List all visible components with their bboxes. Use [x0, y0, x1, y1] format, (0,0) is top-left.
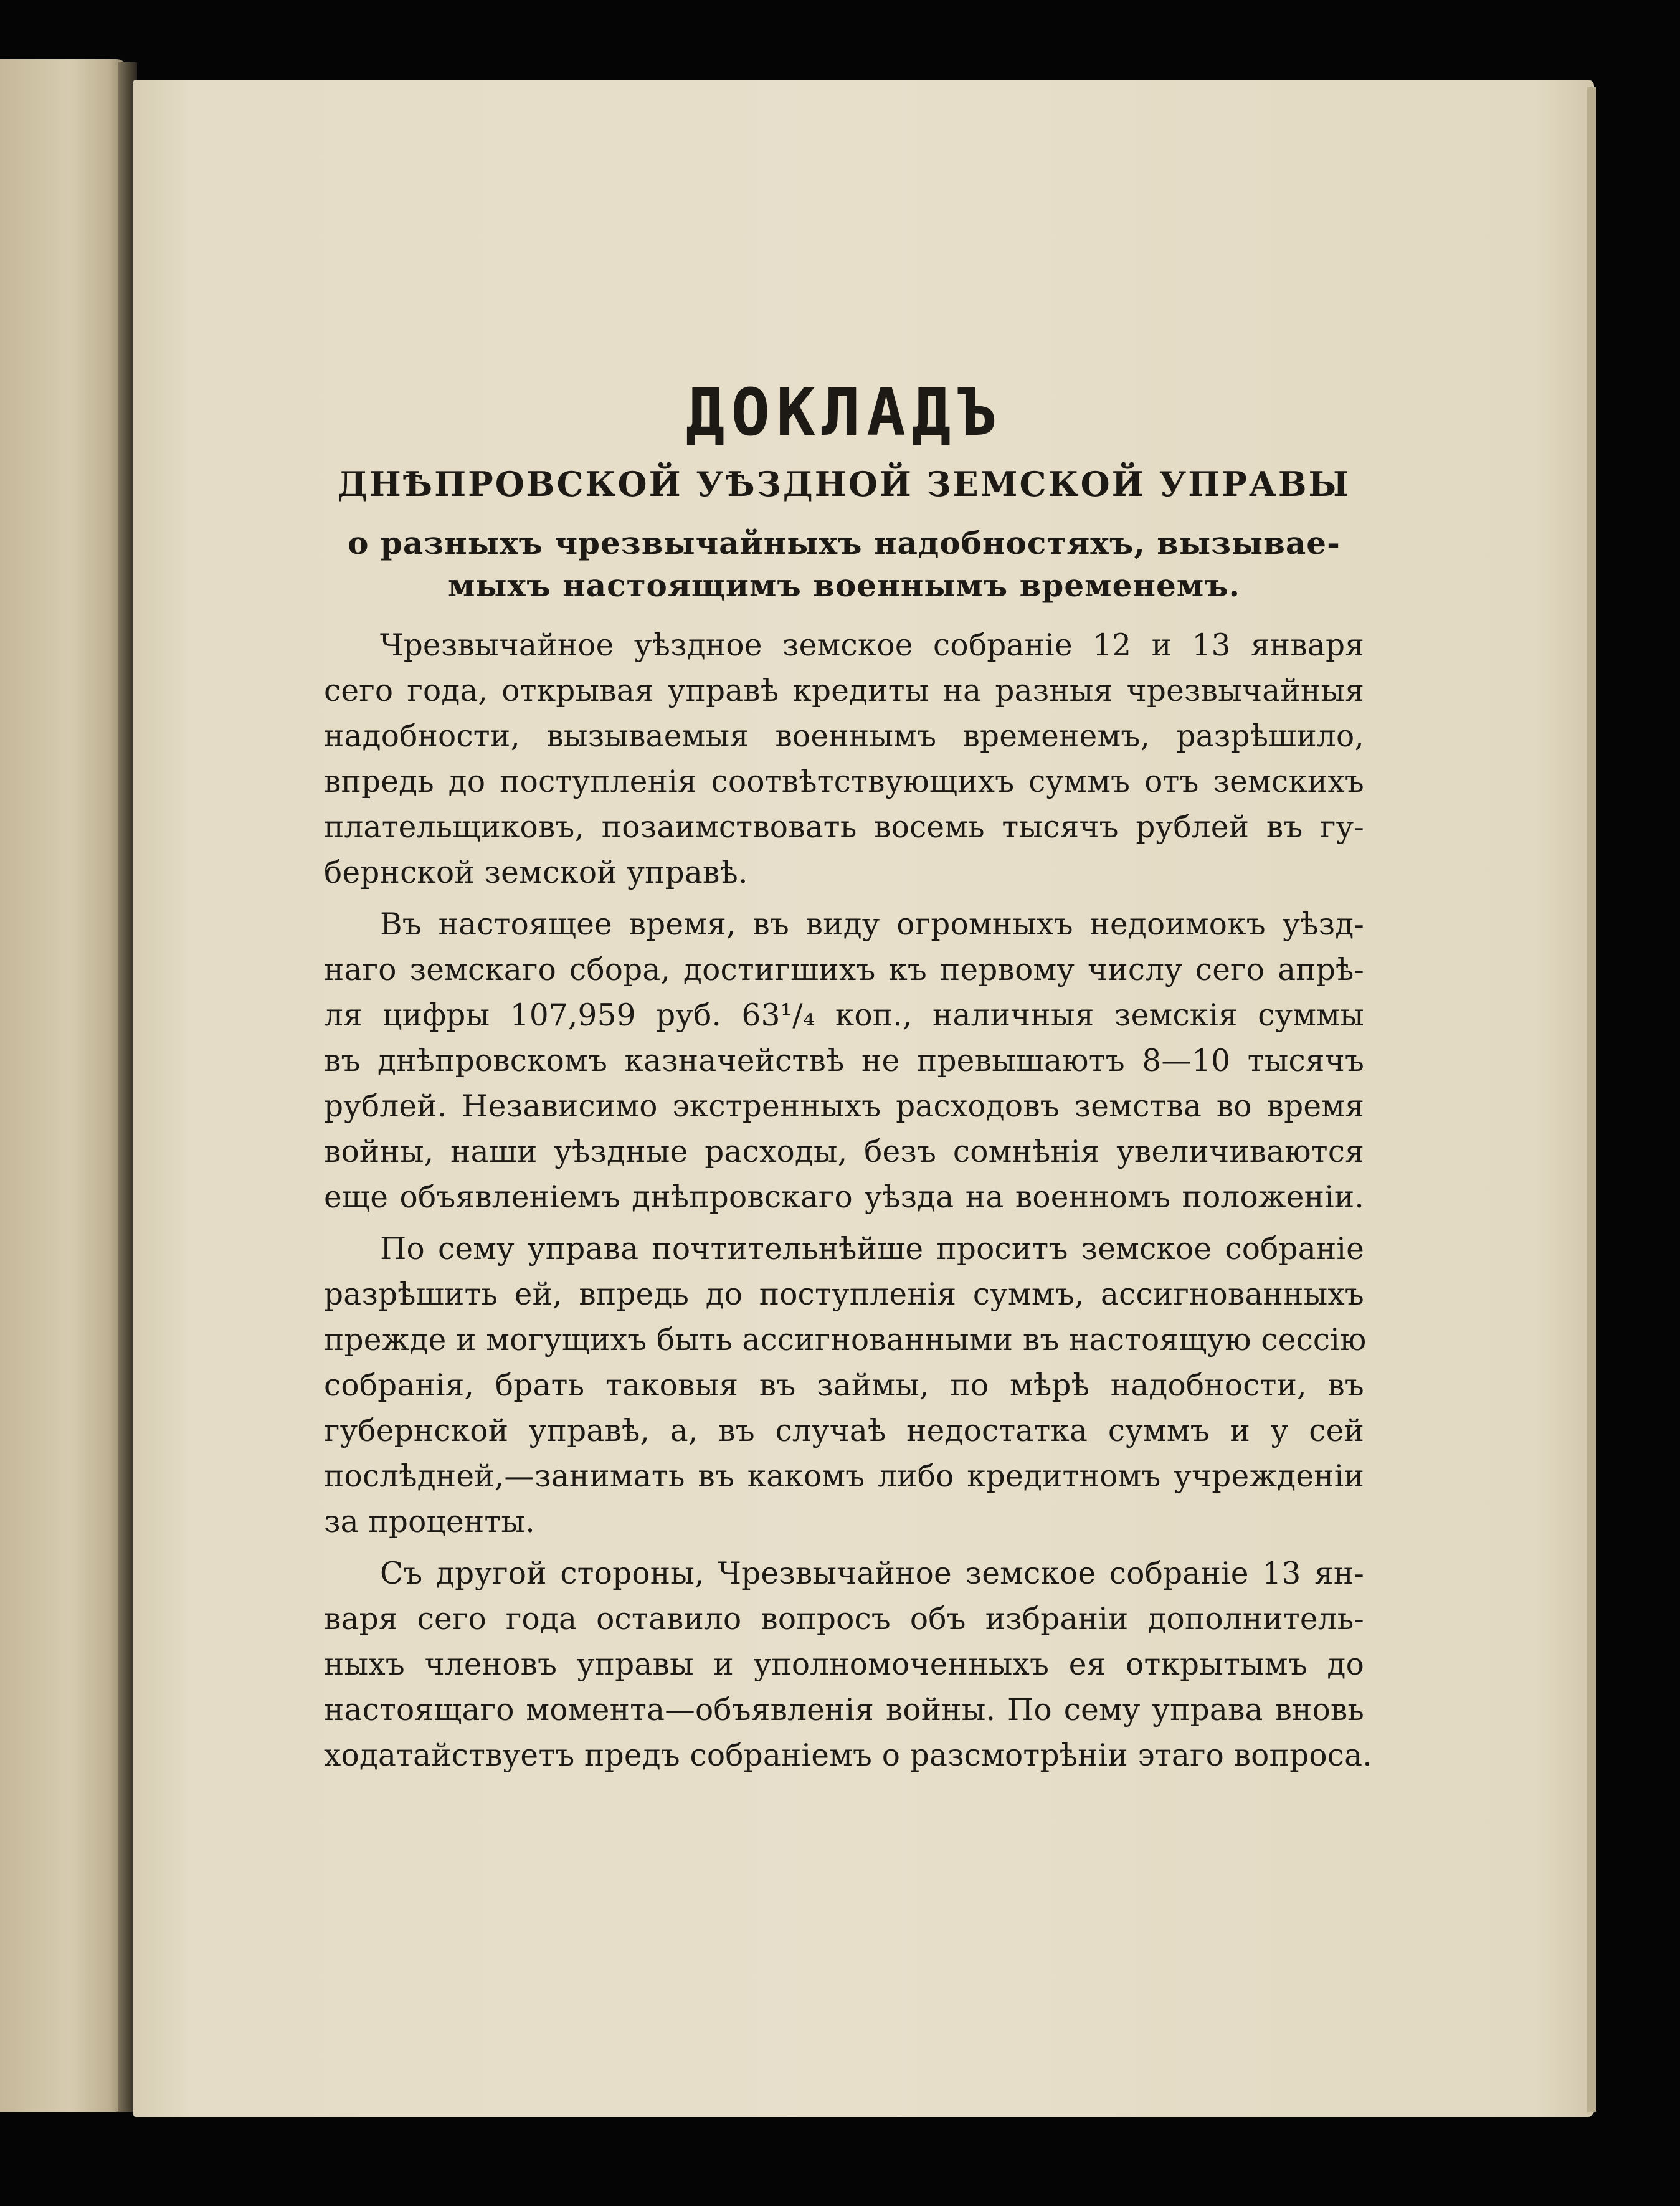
left-page-edge [0, 59, 128, 2112]
text-line: сего года, открывая управѣ кредиты на разныя чрезвычайныя [324, 673, 1364, 708]
text-line: плательщиковъ, позаимствовать восемь тысячъ рублей въ гу- [324, 810, 1364, 845]
text-line: впредь до поступленія соотвѣтствующихъ суммъ отъ земскихъ [324, 764, 1364, 799]
paragraph-1 [324, 623, 1364, 896]
text-line: войны, наши уѣздные расходы, безъ сомнѣнія увеличиваются [324, 1134, 1364, 1169]
document-subtitle: ДНѢПРОВСКОЙ УѢЗДНОЙ ЗЕМСКОЙ УПРАВЫ [337, 464, 1351, 504]
paragraph-2 [324, 902, 1364, 1220]
text-line: собранія, брать таковыя въ займы, по мѣрѣ надобности, въ [324, 1368, 1364, 1403]
text-line: Съ другой стороны, Чрезвычайное земское собраніе 13 ян- [380, 1556, 1364, 1591]
paragraph-3 [324, 1227, 1367, 1545]
text-line: еще объявленіемъ днѣпровскаго уѣзда на военномъ положеніи. [324, 1180, 1364, 1215]
heading-line: о разныхъ чрезвычайныхъ надобностяхъ, вызывае- [348, 525, 1341, 561]
text-line: ля цифры 107,959 руб. 63¹/₄ коп., наличныя земскія суммы [324, 998, 1364, 1033]
text-line: По сему управа почтительнѣйше проситъ земское собраніе [380, 1232, 1364, 1267]
text-line: варя сего года оставило вопросъ объ избраніи дополнитель- [324, 1602, 1364, 1637]
text-line: губернской управѣ, а, въ случаѣ недостатка суммъ и у сей [324, 1414, 1364, 1448]
text-line: ходатайствуетъ предъ собраніемъ о разсмотрѣніи этаго вопроса. [324, 1738, 1372, 1773]
paragraph-4 [324, 1551, 1372, 1779]
text-line: настоящаго момента—объявленія войны. По сему управа вновь [324, 1693, 1364, 1728]
document-text [324, 374, 1372, 1779]
text-line: за проценты. [324, 1505, 535, 1539]
text-line: въ днѣпровскомъ казначействѣ не превышаютъ 8—10 тысячъ [324, 1044, 1364, 1078]
text-line: надобности, вызываемыя военнымъ временемъ, разрѣшило, [324, 719, 1364, 754]
text-line: бернской земской управѣ. [324, 855, 748, 890]
text-line: Въ настоящее время, въ виду огромныхъ недоимокъ уѣзд- [380, 907, 1364, 942]
document-heading [324, 522, 1364, 607]
heading-line: мыхъ настоящимъ военнымъ временемъ. [448, 567, 1240, 604]
document-title: ДОКЛАДЪ [685, 374, 1003, 450]
text-line: наго земскаго сбора, достигшихъ къ первому числу сего апрѣ- [324, 953, 1364, 987]
text-line: послѣдней,—занимать въ какомъ либо кредитномъ учрежденіи [324, 1459, 1364, 1494]
text-line: Чрезвычайное уѣздное земское собраніе 12 и 13 января [380, 628, 1364, 663]
text-line: разрѣшить ей, впредь до поступленія суммъ, ассигнованныхъ [324, 1277, 1364, 1312]
text-line: рублей. Независимо экстренныхъ расходовъ земства во время [324, 1089, 1364, 1124]
text-line: ныхъ членовъ управы и уполномоченныхъ ея открытымъ до [324, 1647, 1364, 1682]
page-right-edge [1587, 87, 1596, 2112]
text-line: прежде и могущихъ быть ассигнованными въ настоящую сессію [324, 1323, 1367, 1357]
